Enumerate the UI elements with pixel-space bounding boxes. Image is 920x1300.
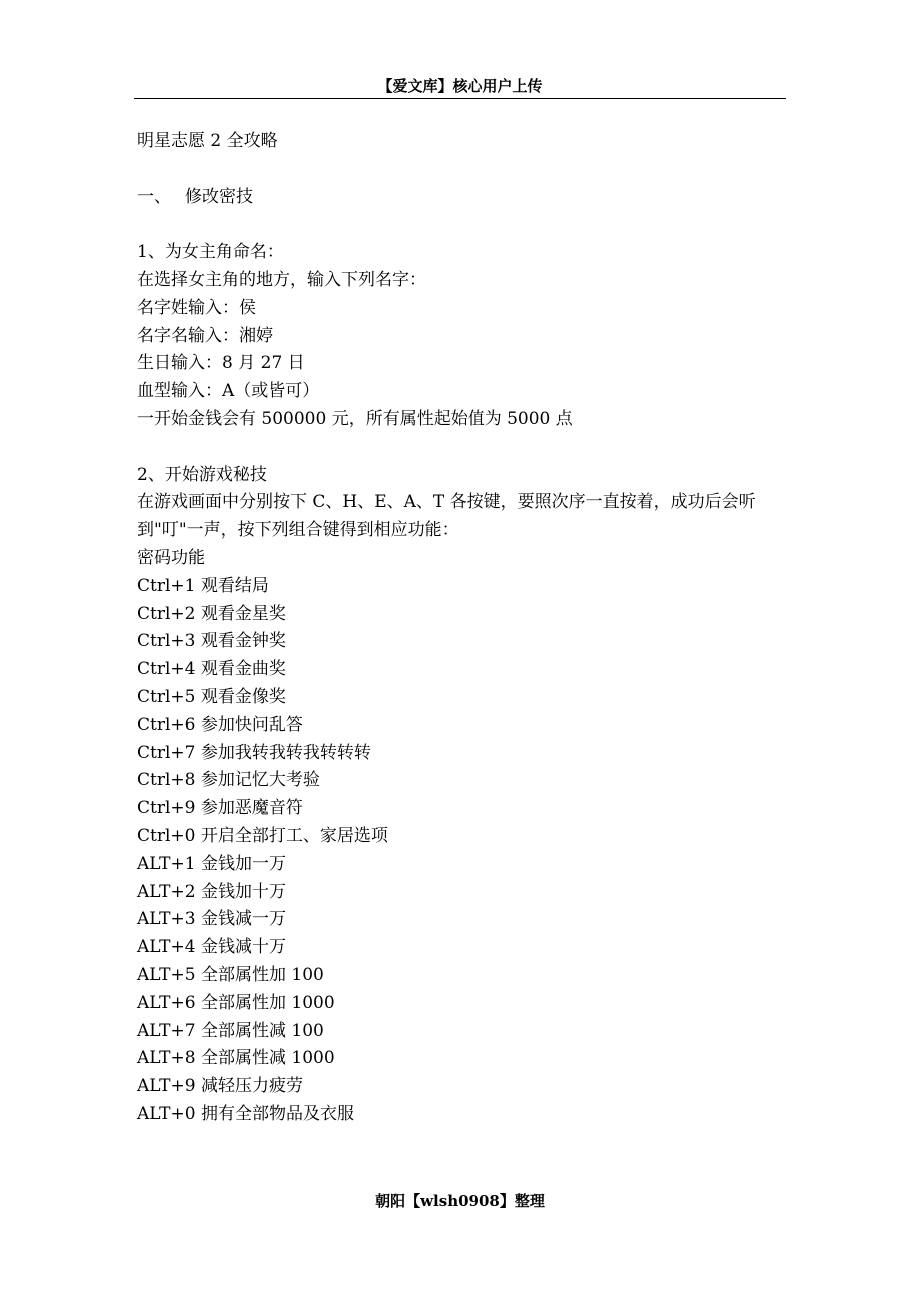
- code-line: ALT+0 拥有全部物品及衣服: [137, 1103, 354, 1124]
- code-line: Ctrl+0 开启全部打工、家居选项: [137, 825, 388, 846]
- code-line: Ctrl+1 观看结局: [137, 575, 269, 596]
- section-number: 一、: [137, 186, 171, 207]
- text-line: 血型输入：A（或皆可）: [137, 381, 320, 402]
- code-line: Ctrl+5 观看金像奖: [137, 686, 286, 707]
- document-body: [137, 128, 787, 1129]
- code-line: ALT+6 全部属性加 1000: [137, 992, 335, 1013]
- text-line: 一开始金钱会有 500000 元，所有属性起始值为 5000 点: [137, 408, 573, 429]
- spacer: [137, 434, 787, 462]
- section-title: 修改密技: [185, 186, 253, 207]
- code-list-title: 密码功能: [137, 547, 205, 568]
- code-line: ALT+8 全部属性减 1000: [137, 1048, 335, 1069]
- subsection-heading-cheats: 2、开始游戏秘技: [137, 464, 267, 485]
- document-title: 明星志愿 2 全攻略: [137, 131, 278, 151]
- code-line: ALT+5 全部属性加 100: [137, 964, 324, 985]
- code-line: Ctrl+6 参加快问乱答: [137, 714, 303, 735]
- code-line: ALT+1 金钱加一万: [137, 853, 286, 874]
- header-divider: [134, 98, 786, 99]
- code-line: Ctrl+4 观看金曲奖: [137, 659, 286, 680]
- spacer: [137, 211, 787, 239]
- page-header: 【爱文库】核心用户上传: [377, 77, 543, 95]
- page-footer: 朝阳【wlsh0908】整理: [375, 1192, 545, 1210]
- code-line: Ctrl+3 观看金钟奖: [137, 631, 286, 652]
- code-line: ALT+7 全部属性减 100: [137, 1020, 324, 1041]
- text-line: 名字姓输入：侯: [137, 297, 256, 318]
- code-line: Ctrl+9 参加恶魔音符: [137, 798, 303, 819]
- code-line: Ctrl+2 观看金星奖: [137, 603, 286, 624]
- text-line: 在选择女主角的地方，输入下列名字：: [137, 269, 426, 290]
- code-line: Ctrl+8 参加记忆大考验: [137, 770, 320, 791]
- text-line: 名字名输入：湘婷: [137, 325, 273, 346]
- spacer: [137, 156, 787, 184]
- code-line: ALT+2 金钱加十万: [137, 881, 286, 902]
- instruction-paragraph: 在游戏画面中分别按下 C、H、E、A、T 各按键，要照次序一直按着，成功后会听到"叮"一声，按下列组合键得到相应功能：: [137, 492, 756, 541]
- section-heading: [137, 184, 787, 212]
- code-line: ALT+4 金钱减十万: [137, 937, 286, 958]
- text-line: 生日输入：8 月 27 日: [137, 353, 305, 374]
- code-line: Ctrl+7 参加我转我转我转转转: [137, 742, 371, 763]
- code-line: ALT+9 减轻压力疲劳: [137, 1076, 303, 1097]
- subsection-heading-naming: 1、为女主角命名：: [137, 242, 284, 263]
- code-line: ALT+3 金钱减一万: [137, 909, 286, 930]
